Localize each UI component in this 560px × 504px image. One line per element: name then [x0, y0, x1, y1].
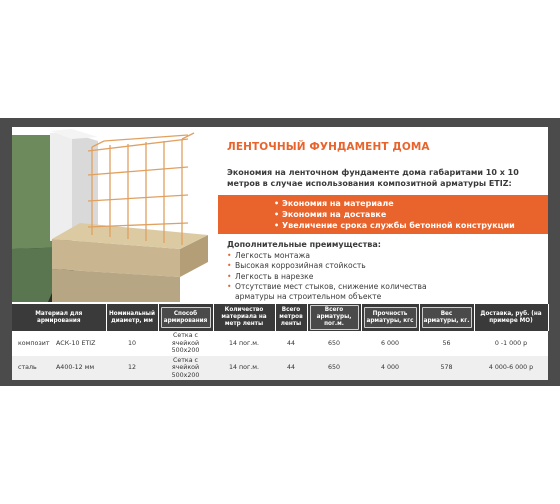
material-grade: А400-12 мм — [56, 364, 95, 371]
extra-label: Отсутствие мест стыков, снижение количества — [235, 281, 427, 291]
extra-item — [227, 272, 427, 282]
table-cell: 4 000 — [361, 356, 419, 381]
bullet-icon: • — [227, 261, 232, 271]
material-grade: АСК-10 ETIZ — [56, 339, 96, 347]
column-header — [361, 304, 419, 331]
column-header — [158, 304, 213, 331]
column-header: Количество материала на метр ленты — [213, 304, 275, 331]
column-header: Доставка, руб. (на примере МО) — [474, 304, 548, 331]
table-cell: 4 000-6 000 р — [474, 356, 548, 381]
table-cell: 10 — [106, 331, 158, 356]
column-header-label: Прочность арматуры, кгс — [364, 307, 417, 328]
extras-title: Дополнительные преимущества: — [227, 240, 381, 249]
extras-list — [227, 251, 427, 302]
table-cell — [12, 331, 106, 356]
section-subtitle: Экономия на ленточном фундаменте дома габаритами 10 х 10 метров в случае использования композитной арматуры ETIZ: — [227, 168, 519, 188]
table-row — [12, 331, 548, 356]
table-cell: Сетка с ячейкой 500х200 — [158, 331, 213, 356]
section-title: ЛЕНТОЧНЫЙ ФУНДАМЕНТ ДОМА — [227, 141, 430, 153]
bullet-icon: • — [227, 271, 232, 281]
table-cell: 14 пог.м. — [213, 331, 275, 356]
content-area — [218, 127, 548, 302]
highlights-box — [218, 195, 548, 234]
info-panel — [12, 127, 548, 379]
table-cell: Сетка с ячейкой 500х200 — [158, 356, 213, 381]
column-header: Материал для армирования — [12, 304, 106, 331]
column-header — [307, 304, 361, 331]
highlight-item — [274, 209, 548, 220]
table-cell: 12 — [106, 356, 158, 381]
column-header-label: Всего арматуры, пог.м. — [310, 305, 359, 330]
comparison-table — [12, 304, 549, 380]
table-cell: 650 — [307, 331, 361, 356]
bullet-icon: • — [274, 221, 280, 230]
highlight-label: Увеличение срока службы бетонной конструкции — [282, 221, 515, 230]
extra-item — [227, 261, 427, 271]
bullet-icon: • — [227, 251, 232, 260]
bullet-icon: • — [227, 281, 232, 291]
column-header: Номинальный диаметр, мм — [106, 304, 158, 331]
table-cell: 6 000 — [361, 331, 419, 356]
extra-item-continuation — [227, 292, 427, 302]
extra-item — [227, 251, 427, 261]
bullet-icon: • — [274, 210, 280, 219]
extra-label: Легкость монтажа — [235, 251, 311, 260]
extra-label: арматуры на строительном объекте — [235, 292, 382, 302]
table-cell: 56 — [419, 331, 474, 356]
table-cell: 578 — [419, 356, 474, 381]
table-cell: 0 -1 000 р — [474, 331, 548, 356]
bullet-icon: • — [274, 199, 280, 208]
column-header-label: Способ армирования — [161, 307, 211, 328]
table-cell — [12, 356, 106, 381]
extra-item — [227, 282, 427, 292]
highlight-label: Экономия на доставке — [282, 210, 387, 219]
material-type: композит — [18, 339, 50, 347]
highlight-item — [274, 220, 548, 231]
table-cell: 650 — [307, 356, 361, 381]
foundation-illustration — [12, 127, 217, 302]
table-header-row — [12, 304, 548, 331]
table-row — [12, 356, 548, 381]
highlight-item — [274, 198, 548, 209]
table-cell: 14 пог.м. — [213, 356, 275, 381]
highlight-label: Экономия на материале — [282, 199, 394, 208]
column-header-label: Вес арматуры, кг. — [422, 307, 472, 328]
column-header — [419, 304, 474, 331]
column-header: Всего метров ленты — [275, 304, 307, 331]
table-cell: 44 — [275, 356, 307, 381]
extra-label: Легкость в нарезке — [235, 271, 314, 281]
table-cell: 44 — [275, 331, 307, 356]
extra-label: Высокая коррозийная стойкость — [235, 261, 366, 271]
material-type: сталь — [18, 364, 37, 371]
